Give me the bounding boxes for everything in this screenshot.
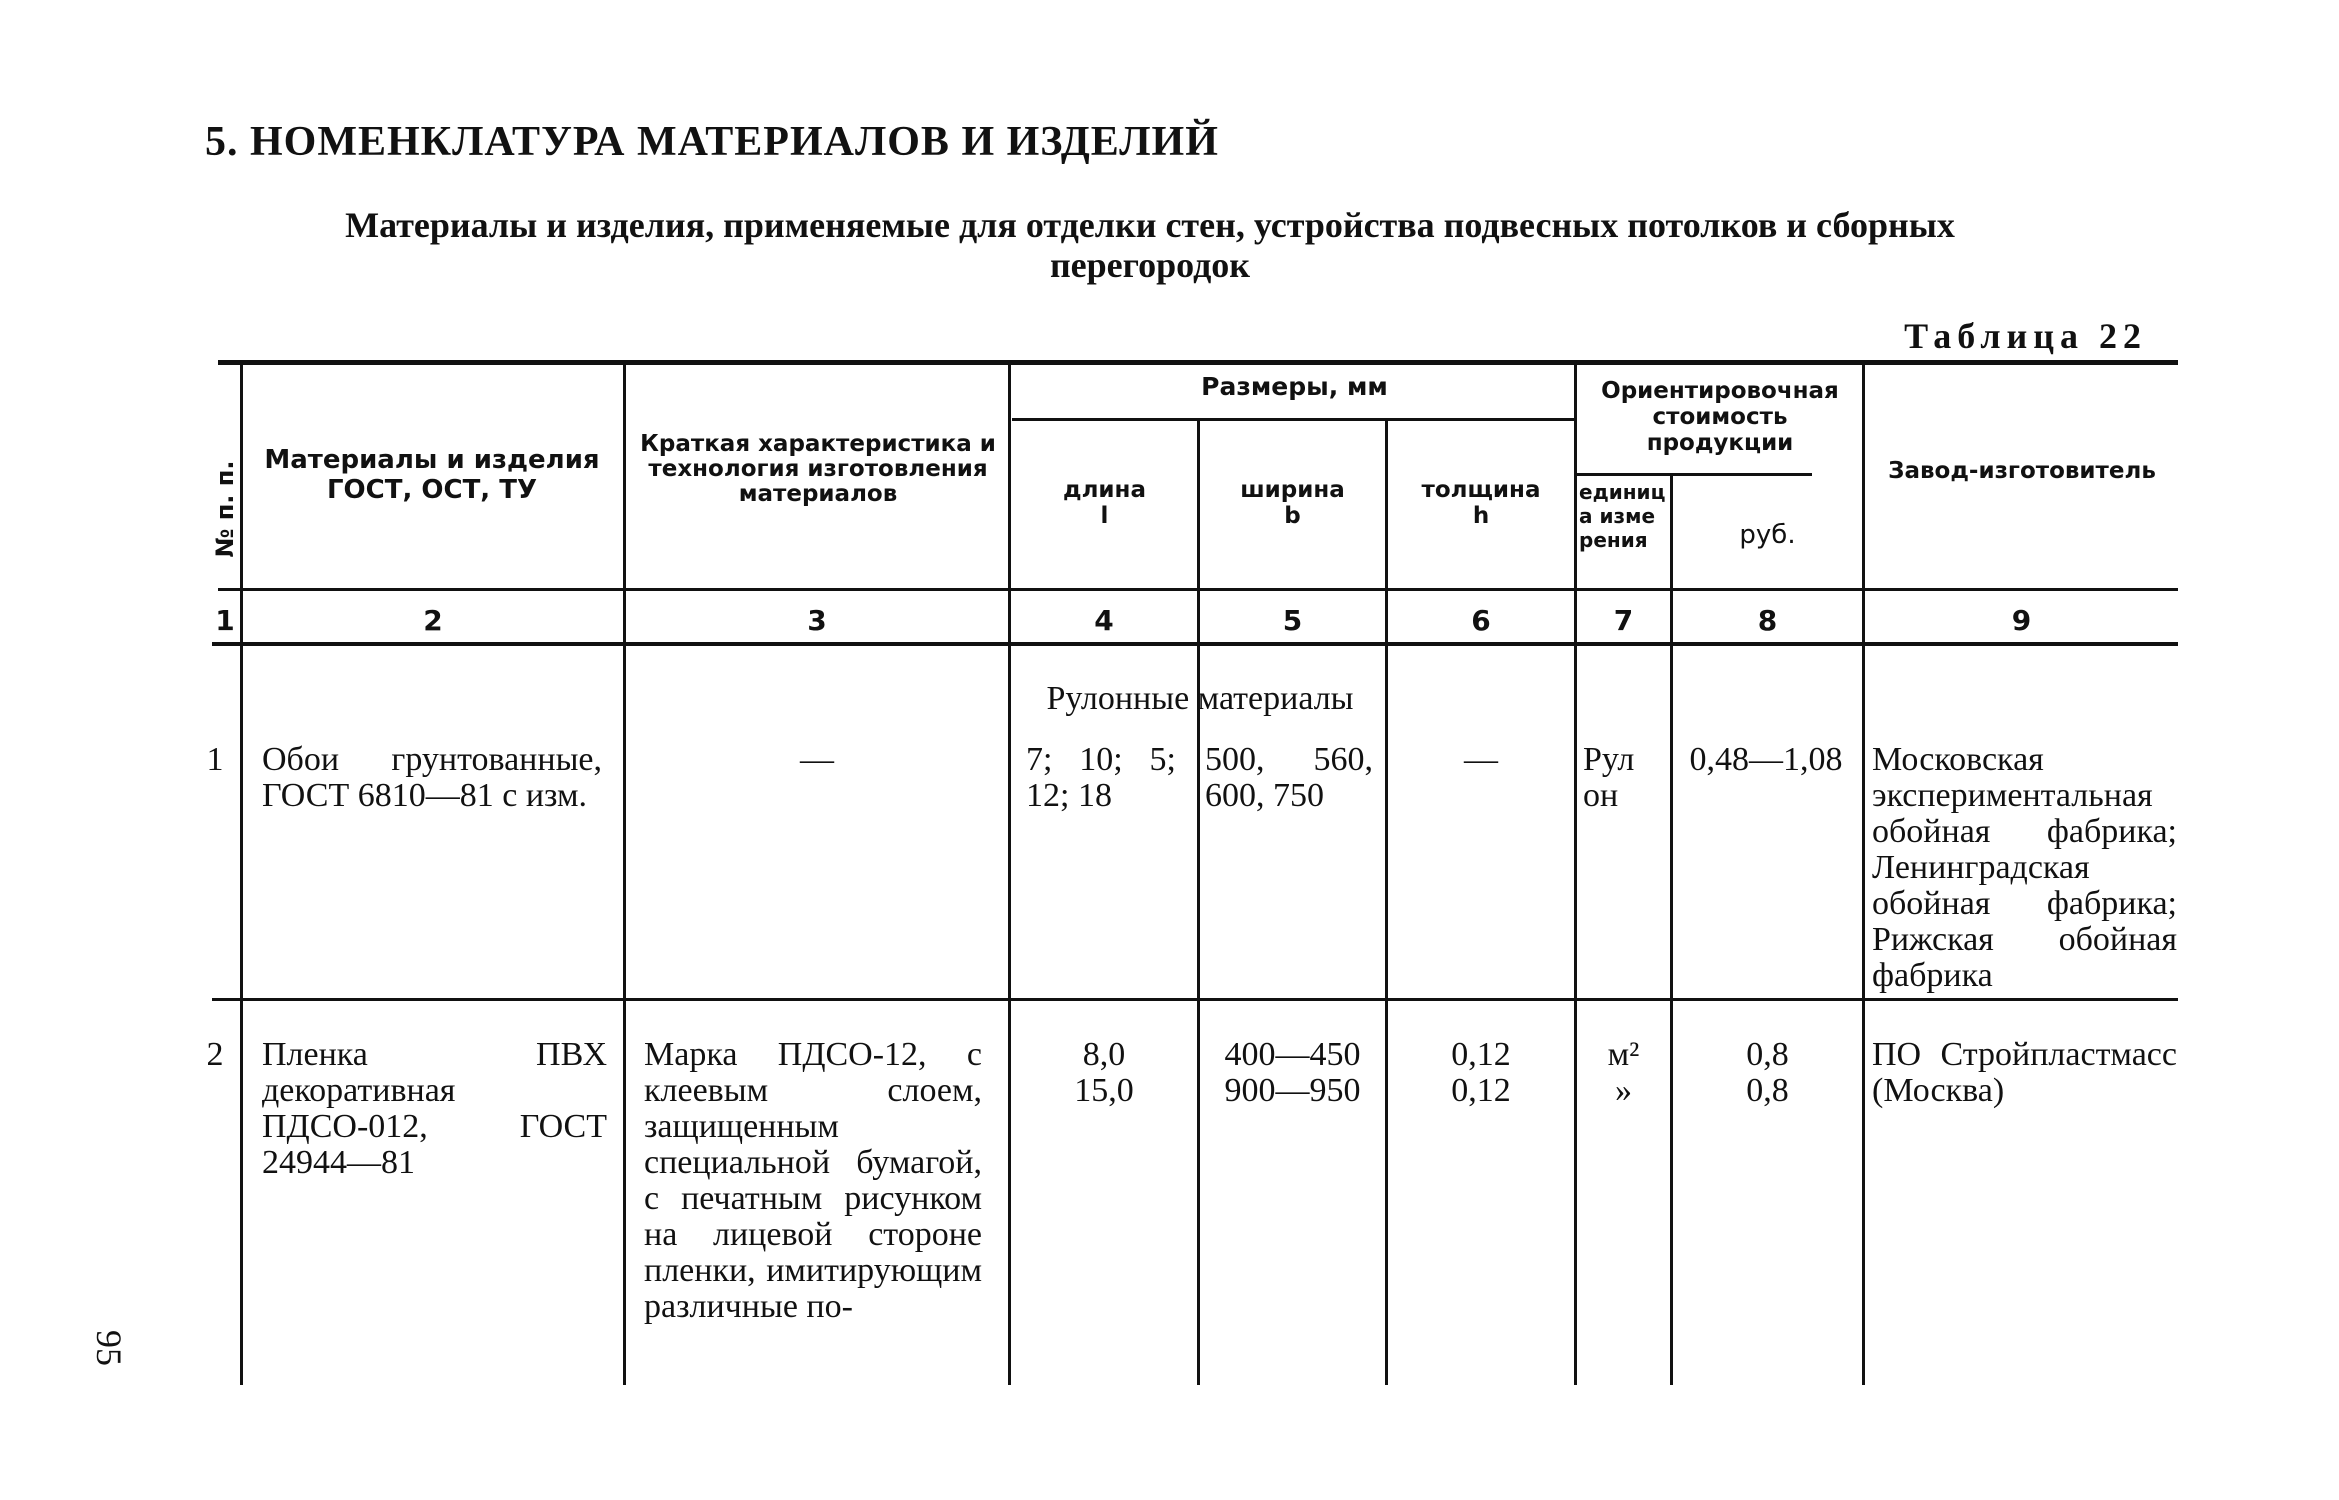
col-divider-4 (1197, 421, 1200, 1385)
col-divider-2 (623, 365, 626, 1385)
header-rub: руб. (1739, 520, 1796, 550)
col-number-2: 2 (423, 604, 443, 637)
header-length (1012, 477, 1197, 529)
header-width-symbol: b (1284, 503, 1301, 529)
col-divider-3 (1008, 365, 1011, 1385)
row-2-description: Марка ПДСО-12, с клеевым слоем, защищенным специальной бумагой, с печатным рисунком на лицевой стороне пленки, имитирующим различные по- (644, 1036, 982, 1325)
col-number-3: 3 (807, 604, 827, 637)
col-divider-5 (1385, 421, 1388, 1385)
header-cost-group: Ориентировочная стоимость продукции (1601, 378, 1839, 456)
table-top-rule (218, 360, 2178, 365)
header-unit: единица измерения (1579, 480, 1666, 552)
col-number-8: 8 (1757, 604, 1778, 637)
col-number-1: 1 (215, 604, 235, 637)
row-2-unit-1: м² (1607, 1036, 1640, 1073)
col-divider-1 (240, 365, 243, 1385)
section-heading: 5. НОМЕНКЛАТУРА МАТЕРИАЛОВ И ИЗДЕЛИЙ (205, 119, 1219, 165)
col-divider-6 (1574, 365, 1577, 1385)
header-width-label: ширина (1240, 477, 1345, 503)
col-number-5: 5 (1282, 604, 1303, 637)
row-2-material: Пленка ПВХ декоративная ПДСО-012, ГОСТ 24944—81 (262, 1036, 607, 1181)
table-subtitle: Материалы и изделия, применяемые для отделки стен, устройства подвесных потолков и сборных перегородок (345, 205, 1955, 285)
row-2-thickness-1: 0,12 (1451, 1036, 1511, 1073)
row-1-num: 1 (206, 741, 224, 778)
table-caption: Таблица 22 (1904, 316, 2147, 356)
row-1-manufacturer: Московская экспериментальная обойная фабрика; Ленинградская обойная фабрика; Рижская обойная фабрика (1872, 741, 2177, 994)
header-manufacturer: Завод-изготовитель (1888, 458, 2156, 484)
col-number-6: 6 (1471, 604, 1491, 637)
row-2-manufacturer: ПО Стройпластмасс (Москва) (1872, 1036, 2177, 1109)
row-1-price: 0,48—1,08 (1689, 741, 1843, 778)
col-number-7: 7 (1613, 604, 1634, 637)
header-description: Краткая характеристика и технология изготовления материалов (640, 431, 996, 507)
header-length-label: длина (1063, 477, 1146, 503)
header-materials: Материалы и изделия ГОСТ, ОСТ, ТУ (264, 445, 600, 505)
row-1-unit: Рулон (1583, 741, 1635, 814)
row-2-width-1: 400—450 (1224, 1036, 1361, 1073)
row-1-description: — (800, 741, 834, 778)
row-1-length: 7; 10; 5; 12; 18 (1026, 741, 1176, 814)
col-numbers-bottom-rule (212, 642, 2178, 646)
row-2-num: 2 (206, 1036, 224, 1073)
header-length-symbol: l (1100, 503, 1109, 529)
row-2-length-1: 8,0 (1082, 1036, 1126, 1073)
row-2-unit-2: » (1615, 1072, 1632, 1109)
row-separator (212, 998, 2178, 1001)
row-1-thickness: — (1464, 741, 1498, 778)
cost-group-rule (1577, 473, 1812, 476)
col-number-4: 4 (1094, 604, 1114, 637)
header-width (1200, 477, 1385, 529)
header-thickness (1388, 477, 1574, 529)
row-2-length-2: 15,0 (1074, 1072, 1134, 1109)
col-number-9: 9 (2011, 604, 2032, 637)
page-number: 95 (89, 1330, 129, 1366)
header-thickness-symbol: h (1472, 503, 1490, 529)
section-title-roll-materials: Рулонные материалы (1046, 680, 1354, 717)
row-2-width-2: 900—950 (1224, 1072, 1361, 1109)
sizes-group-rule (1012, 418, 1577, 421)
row-1-material: Обои грунтованные, ГОСТ 6810—81 с изм. (262, 741, 602, 814)
row-2-price-2: 0,8 (1746, 1072, 1789, 1109)
header-num: № п. п. (211, 460, 239, 558)
row-2-price-1: 0,8 (1746, 1036, 1789, 1073)
col-divider-8 (1862, 365, 1865, 1385)
header-sizes-group: Размеры, мм (1201, 372, 1388, 401)
header-thickness-label: толщина (1421, 477, 1541, 503)
row-1-width: 500, 560, 600, 750 (1205, 741, 1373, 814)
row-2-thickness-2: 0,12 (1451, 1072, 1511, 1109)
